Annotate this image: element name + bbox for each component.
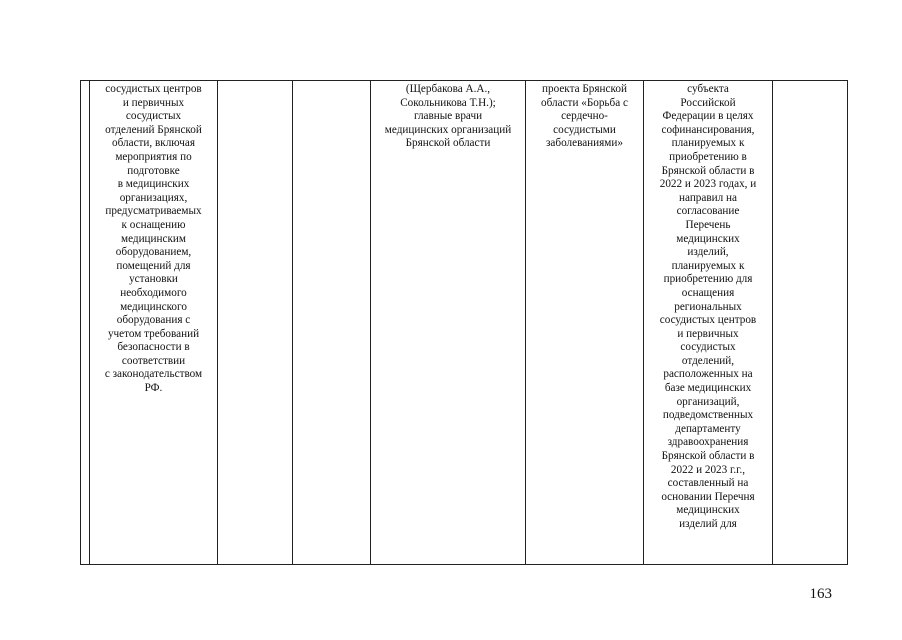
table-cell-activity: сосудистых центров и первичных сосудистых отделений Брянской области, включая мероприятия по подготовке в медицинских организациях, предусматриваемых к оснащению медицинским оборудованием, помещений для установки необходимого медицинского оборудования с учетом требований безопасности в соответствии с законодательством РФ.	[90, 81, 218, 565]
table-cell-result: проекта Брянской области «Борьба с сердечно- сосудистыми заболеваниями»	[526, 81, 644, 565]
table-cell-end-date	[293, 81, 371, 565]
table-cell-note	[773, 81, 848, 565]
table-cell-responsible: (Щербакова А.А., Сокольникова Т.Н.); главные врачи медицинских организаций Брянской области	[371, 81, 526, 565]
page-number: 163	[809, 586, 832, 602]
plan-table	[80, 80, 848, 565]
table-cell-number	[81, 81, 90, 565]
table-cell-status: субъекта Российской Федерации в целях софинансирования, планируемых к приобретению в Брянской области в 2022 и 2023 годах, и направил на согласование Перечень медицинских изделий, планируемых к приобретению для оснащения региональных сосудистых центров и первичных сосудистых отделений, расположенных на базе медицинских организаций, подведомственных департаменту здравоохранения Брянской области в 2022 и 2023 г.г., составленный на основании Перечня медицинских изделий для	[644, 81, 773, 565]
table-row	[81, 81, 848, 565]
table-cell-start-date	[218, 81, 293, 565]
